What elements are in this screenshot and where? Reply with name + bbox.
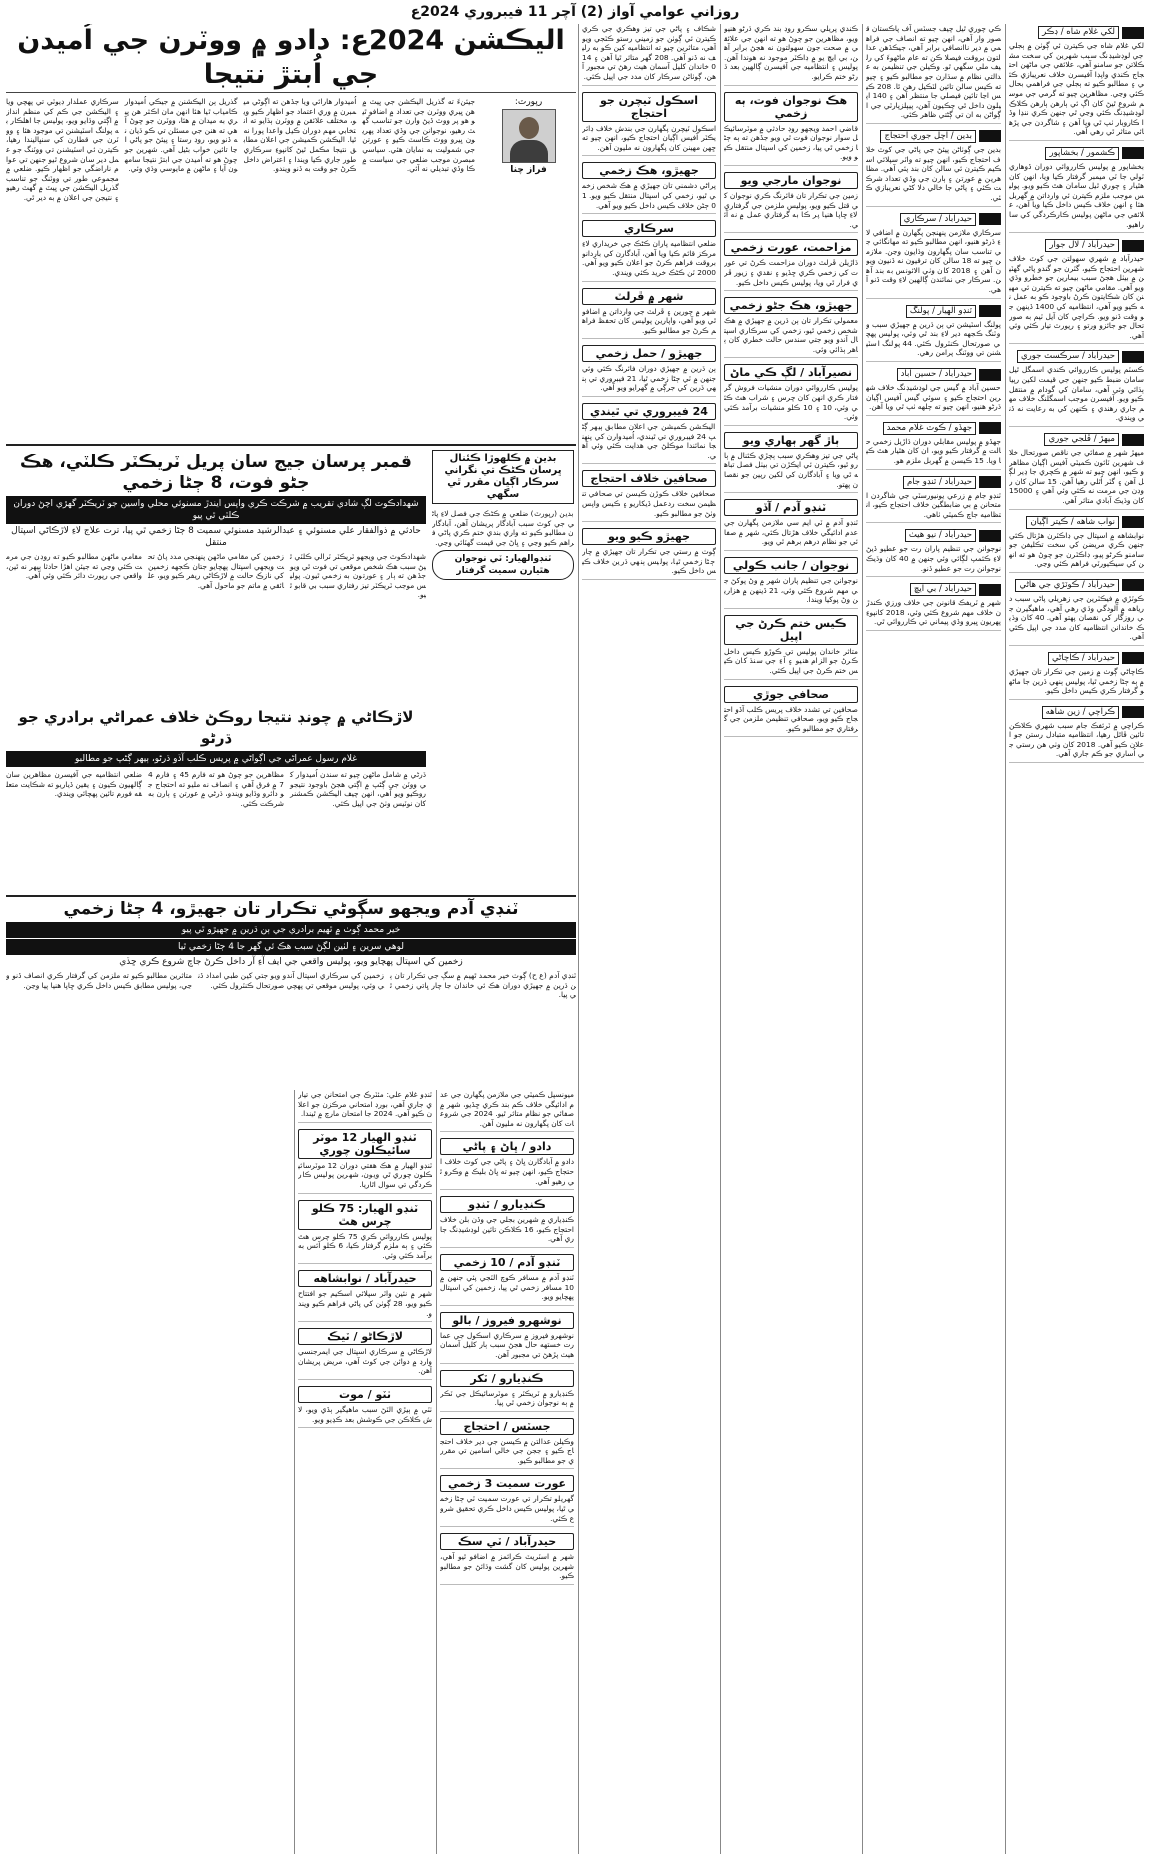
news-item-text: صحافين خلاف ڪوڙن ڪيسن تي صحافي تنظيمن سخت ردعمل ڏيکاريو ۽ ڪيس واپس وٺڻ جو مطالبو ڪيو.: [582, 489, 716, 518]
dateline-marker: [979, 305, 1001, 317]
byline-label: رپورٽ:: [514, 97, 543, 107]
story-protest-col-1: ڌرڻي ۾ شامل ماڻهن چيو ته سندن اُميدوار کي ووٽن جي ڳڻپ ۾ اڳتي هجڻ باوجود نتيجو روڪيو ويو آهي، انهن چيف اليڪشن ڪمشنر کان نوٽيس وٺڻ جي اپيل ڪئي.: [290, 770, 426, 808]
news-item-headline: صحافي جوڙي: [724, 686, 858, 703]
news-item-headline: جهيڙو، هڪ جڻو زخمي: [724, 297, 858, 314]
story-tractor-col-2: زخمين کي مقامي ماڻهن پنهنجي مدد پاڻ تحت ويجهي اسپتال پهچايو جتان ڪجهه زخمين کي نازڪ حالت ۾ لاڙڪاڻي ريفر ڪيو ويو، علائقي ۾ ماتم جو ماحول آهي.: [148, 552, 284, 590]
dateline-place: حيدرآباد / ڪاچاڻي: [1048, 652, 1119, 665]
news-item-text: نوجوانن جي تنظيم پاران شهر ۾ وڻ پوکڻ جي مهم شروع ڪئي وئي، 21 ڏينهن ۾ هزارين وڻ پوکيا ويندا.: [724, 576, 858, 605]
news-item-text: شهر ۾ چورين ۽ ڦرلٽ جي وارداتن ۾ اضافو ٿي ويو آهي، واپارين پوليس کان تحفظ فراهم ڪرڻ جو مطالبو ڪيو.: [582, 306, 716, 335]
story-protest-sub: غلام رسول عمراڻي جي اڳواڻي ۾ پريس ڪلب آڏو ڌرڻو، ٻيهر ڳڻپ جو مطالبو: [6, 751, 426, 767]
news-item: [298, 1328, 432, 1380]
dateline-place: حيدرآباد / نيو هيٺ: [905, 529, 976, 542]
news-item-text: ضلعي انتظاميه پاران ڪڻڪ جي خريداري لاءِ مرڪز قائم ڪيا ويا آهن، آبادگارن کي باردانو بروقت فراهم ڪرڻ جو اعلان ڪيو ويو آهي. 2000 ٽن ڪڻڪ خريد ڪئي ويندي.: [582, 239, 716, 277]
masthead: روزاني عوامي آواز (2) آچر 11 فيبروري 2024ع: [410, 4, 740, 20]
news-item-text: شهر ۾ اسٽريٽ ڪرائمز ۾ اضافو ٿيو آهي، شهرين پوليس کان گشت وڌائڻ جو مطالبو ڪيو.: [440, 1552, 574, 1581]
dateline: [866, 529, 1001, 542]
dateline-marker: [979, 369, 1001, 381]
news-item-headline: نوجوان مارجي ويو: [724, 172, 858, 189]
news-item-headline: لاڙڪاڻو / ٽيڪ: [298, 1328, 432, 1345]
dateline-place: حيدرآباد / سرڪسٽ جوري: [1017, 350, 1119, 363]
news-item-text: وڪيلن عدالتن ۾ ڪيسن جي دير خلاف احتجاج ڪيو ۽ ججن جي خالي اسامين تي مقرري جو مطالبو ڪيو.: [440, 1436, 574, 1465]
news-item-text: صحافين تي تشدد خلاف پريس ڪلب آڏو احتجاج ڪيو ويو، صحافي تنظيمن ملزمن جي گرفتاري جو مطالبو ڪيو.: [724, 704, 858, 733]
news-item-text: شهر ۾ نئين واٽر سپلائي اسڪيم جو افتتاح ڪيو ويو، 28 ڳوٺن کي پاڻي فراهم ڪيو ويندو.: [298, 1289, 432, 1318]
story-tractor: [6, 450, 426, 700]
column-5: [440, 1090, 574, 1854]
news-item: [440, 1254, 574, 1306]
news-item: [1009, 516, 1144, 573]
news-item: [1009, 433, 1144, 510]
column-3: [724, 24, 858, 1854]
reporter-photo: [502, 109, 556, 163]
news-item-headline: عورت سميت 3 زخمي: [440, 1475, 574, 1492]
news-item-text: ڪنڊياري ۾ شهرين بجلي جي وڏن بلن خلاف احتجاج ڪيو، 16 ڪلاڪن تائين لوڊشيڊنگ جاري آهي.: [440, 1215, 574, 1244]
news-item-text: ميهڙ شهر ۾ صفائي جي ناقص صورتحال خلاف شهرين ٽائون ڪميٽي آفيس اڳيان مظاهرو ڪيو، انهن چيو ته شهر ۾ ڪچري جا ڍير لڳل آهن ۽ گٽر اُٿلي رهيا آهن. 15 سالن کان روڊن جي مرمت نه ڪئي وئي آهي ۽ 15000 کان وڌيڪ آبادي متاثر آهي.: [1009, 448, 1144, 505]
dateline-marker: [1122, 240, 1144, 252]
news-item: [724, 297, 858, 358]
news-item-headline: ڪيس ختم ڪرڻ جي اپيل: [724, 615, 858, 645]
news-item-text: ڪوٽڙي ۾ فيڪٽرين جي زهريلي پاڻي سبب درياهه ۾ آلودگي وڌي رهي آهي، ماهيگيرن جي روزگار کي نقصان پهتو آهي. 40 کان وڌيڪ خاندانن انتظاميه کان مدد جي اپيل ڪئي آهي.: [1009, 593, 1144, 642]
side-box-text: بدين (رپورٽ) ضلعي ۾ ڪڻڪ جي فصل لاءِ پاڻي جي کوٽ سبب آبادگار پريشان آهن، آبادگارن مطالبو ڪيو ته واري بندي ختم ڪري پاڻي فراهم ڪيو وڃي ۽ ڀاڻ جي قيمت گهٽائي وڃي.: [432, 509, 574, 547]
news-item-headline: جهيڙو ڪيو ويو: [582, 528, 716, 545]
story-tractor-col-1: شهدادڪوٽ جي ويجهو ٽريڪٽر ٽرالي ڪلٽي ٿيڻ سبب هڪ شخص موقعي تي فوت ٿي ويو جڏهن ته ٻار ۽ عورتون به زخمي ٿيون. پوليس موجب ٽريڪٽر تيز رفتاري سبب بي قابو ٿيو.: [290, 552, 426, 600]
dateline-place: بدين / اچل جوري احتجاج: [880, 130, 976, 143]
news-item-text: شڪاف ۽ پاڻي جي تيز وهڪري جي ڪري ڪيترن ئي ڳوٺن جو زميني رستو ڪٽجي ويو آهي، متاثرين چيو ته انتظاميه کين ڪو به رليف نه ڏنو آهي. 208 گهر متاثر ٿيا آهن ۽ 140 خاندان کليل آسمان هيٺ رهڻ تي مجبور آهن، ڳوٺاڻن سرڪار کان مدد جي اپيل ڪئي.: [582, 24, 716, 81]
news-item-text: لاڙڪاڻي ۾ سرڪاري اسپتال جي ايمرجنسي وارڊ ۾ دوائن جي کوٽ آهي، مريض پريشان آهن.: [298, 1347, 432, 1376]
dateline-marker: [979, 476, 1001, 488]
dateline-place: ميهڙ / ڦلجي جوري: [1044, 433, 1119, 446]
news-item: [724, 24, 858, 86]
news-item: [440, 1090, 574, 1132]
dateline-place: لکي غلام شاه / ڊڪر: [1038, 26, 1119, 39]
news-item-text: حسين آباد ۾ گيس جي لوڊشيڊنگ خلاف شهرين احتجاج ڪيو ۽ سوئي گيس آفيس اڳيان ڌرڻو هنيو، انهن چيو ته چلهه ٺپ ٿي ويا آهن.: [866, 383, 1001, 412]
news-item-text: ٽنڊو جام ۾ زرعي يونيورسٽي جي شاگردن امتحانن ۾ بي ضابطگين خلاف احتجاج ڪيو، انتظاميه جاچ ڪميٽي ٺاهي.: [866, 490, 1001, 519]
dateline: [866, 476, 1001, 489]
news-item: [724, 92, 858, 166]
news-item: [866, 213, 1001, 299]
dateline-marker: [979, 584, 1001, 596]
news-item: [298, 1090, 432, 1123]
byline: [481, 97, 576, 203]
lead-col-4: جيئنءَ ته گذريل اليڪشن جي ڀيٽ ۾ هن ڀيري ووٽرن جي تعداد ۾ اضافو ٿيو هو پر ووٽ ڏيڻ وارن جو تناسب گهٽ رهيو، نوجوانن جي وڏي تعداد پهريون ڀيرو ووٽ ڪاسٽ ڪيو ۽ عورتن جي شموليت به نمايان هئي. سياسي مبصرن موجب ضلعي جي سياست ۾ ڪا وڏي تبديلي نه آئي.: [362, 97, 475, 174]
side-box: [432, 450, 574, 780]
news-item: [724, 615, 858, 680]
dateline: [1009, 147, 1144, 160]
news-item: [1009, 706, 1144, 763]
news-item-text: معمولي تڪرار تان ٻن ڌرين ۾ جهيڙي ۾ هڪ شخص زخمي ٿيو، زخمي کي سرڪاري اسپتال آندو ويو جتي سندس حالت خطري کان ٻاهر ٻڌائي وئي.: [724, 316, 858, 354]
news-item: [440, 1370, 574, 1412]
story-tractor-headline: قمبر پرسان جيج سان پريل ٽريڪٽر ڪلٽي، هڪ جڻو فوت، 8 ڄڻا زخمي: [20, 452, 412, 493]
dateline: [866, 213, 1001, 226]
news-item: [1009, 26, 1144, 141]
news-item-text: زمين جي تڪرار تان فائرنگ ڪري نوجوان کي قتل ڪيو ويو، پوليس ملزمن جي گرفتاري لاءِ ڇاپا هنيا پر ڪا به گرفتاري عمل ۾ نه آئي.: [724, 190, 858, 229]
news-item: [582, 220, 716, 281]
side-box-note: ٽنڊوالهيار: ٽي نوجوان هٿيارن سميت گرفتار: [432, 550, 574, 580]
story-protest-headline: لاڙڪاڻي ۾ چونڊ نتيجا روڪڻ خلاف عمراڻي برادري جو ڌرڻو: [18, 708, 414, 747]
dateline-place: حيدرآباد / ٽنڊو جام: [903, 476, 976, 489]
dateline-place: حيدرآباد / لال جوار: [1045, 239, 1119, 252]
byline-name: فراز چنا: [510, 165, 547, 175]
news-item-headline: اسڪول ٽيچرن جو احتجاج: [582, 92, 716, 122]
news-item-text: پوليس ڪارروائي ڪري 75 ڪلو چرس هٿ ڪئي ۽ ٻه ملزم گرفتار ڪيا، 6 ڪلو آئس به برآمد ڪئي وئي.: [298, 1231, 432, 1260]
story-tractor-col-3: مقامي ماڻهن مطالبو ڪيو ته روڊن جي مرمت ڪئي وڃي ته جيئن اهڙا حادثا ٻيهر نه ٿين، واقعي جي رپورٽ دائر ڪئي وئي آهي.: [6, 552, 142, 581]
dateline: [1009, 433, 1144, 446]
news-item-text: ڪي چوري ٿيل چيف جسٽس آف پاڪستان قصور وار آهي، انهن چيو ته انصاف جي فراهمي ۾ دير ناانصافي برابر آهي، جيڪڏهن عدالتون بروقت فيصلا ڪن ته عام ماڻهوءَ کي رليف ملي سگهي ٿو. وڪيلن جي تنظيمن به عدالتي نظام ۾ سڌارن جو مطالبو ڪيو ۽ چيو ته ڪيس سالن تائين لٽڪيل رهن ٿا. 208 ڪيس اڃا تائين فيصلي جا منتظر آهن ۽ 140 اپيلون داخل ٿي چڪيون آهن، پيپلزپارٽي جي اڳواڻن به ان تي ڳڻتي ظاهر ڪئي.: [866, 24, 1001, 120]
dateline-place: حيدرآباد / سرڪاري: [900, 213, 976, 226]
story-protest: [6, 705, 426, 890]
news-item-headline: نصيرآباد / لڳ ڪي ماڻ: [724, 364, 858, 381]
story-clash: [6, 895, 576, 1087]
news-item: [582, 92, 716, 157]
news-item: [1009, 239, 1144, 344]
news-item-headline: صحافين خلاف احتجاج: [582, 470, 716, 487]
news-item: [1009, 350, 1144, 427]
lead-col-3: اُميدوار هارائي ويا جڏهن ته اڳوڻي ميمبرن ۾ وري اعتماد جو اظهار ڪيو ويو، مختلف علائقن ۾ ووٽرن ٻڌايو ته انتخابي مهم دوران ڪيل واعدا پورا نه ٿيا. اليڪشن ڪميشن جي اعلان مطابق نتيجا مڪمل ٿيڻ کانپوءِ سرڪاري طور جاري ڪيا ويندا ۽ اعتراض داخل ڪرڻ جو وقت به ڏنو ويندو.: [243, 97, 357, 174]
news-item: [866, 305, 1001, 362]
news-item: [1009, 652, 1144, 700]
news-item-text: ڌاڙيلن ڦرلٽ دوران مزاحمت ڪرڻ تي عورت کي زخمي ڪري ڇڏيو ۽ نقدي ۽ زيور ڦري فرار ٿي ويا، پوليس ڪيس داخل ڪيو.: [724, 258, 858, 287]
news-item-headline: حيدرآباد / ٽي سڪ: [440, 1533, 574, 1550]
news-item: [582, 24, 716, 86]
news-item: [724, 172, 858, 233]
dateline-marker: [1122, 706, 1144, 718]
news-item-text: جهڏو ۾ پوليس مقابلي دوران ڌاڙيل زخمي حالت ۾ گرفتار ڪيو ويو، ان کان هٿيار هٿ ڪيا ويا. 15 ڪيسن ۾ گهربل ملزم هو.: [866, 436, 1001, 465]
news-item-headline: ٻاڙ گهر ٻهاري ويو: [724, 432, 858, 449]
dateline-place: حيدرآباد / بي ايڇ: [910, 583, 976, 596]
news-item-text: ٽنڊو آدم ۾ مسافر ڪوچ الٽجي پئي جنهن ۾ 10 مسافر زخمي ٿي پيا، زخمين کي اسپتال پهچايو ويو.: [440, 1272, 574, 1302]
news-item-headline: سرڪاري: [582, 220, 716, 237]
news-item-text: ٽنڊو الهيار ۾ هڪ هفتي دوران 12 موٽرسائيڪلون چوري ٿي ويون، شهرين پوليس ڪارڪردگي تي سوال اٿاريا.: [298, 1160, 432, 1189]
news-item-text: پاڻي جي تيز وهڪري سبب ٻچڙي ڪئنال ۾ ٻارو ٿيو، ڪيترن ئي ايڪڙن تي بيٺل فصل تباهه ٿي ويا ۽ آبادگارن کي لکين رپين جو نقصان پهتو.: [724, 450, 858, 489]
dateline-marker: [1122, 516, 1144, 528]
dateline: [1009, 350, 1144, 363]
lead-story: [6, 24, 576, 446]
news-item-text: بدين جي ڳوٺاڻن پيئڻ جي پاڻي جي کوٽ خلاف احتجاج ڪيو، انهن چيو ته واٽر سپلائي اسڪيم ڪيترن ئي سالن کان بند پئي آهي. مظاهرين ۾ عورتن ۽ ٻارن جي وڏي تعداد شرڪت ڪئي ۽ پاڻي جا خالي دلا کڻي نعريبازي ڪئي.: [866, 144, 1001, 202]
news-item: [582, 162, 716, 214]
news-item: [724, 557, 858, 609]
dateline-place: ڪراچي / زين شاهه: [1042, 706, 1119, 719]
news-item: [866, 130, 1001, 207]
story-clash-col-1: ٽنڊي آدم (ع ح) ڳوٺ خير محمد ٿهيم ۾ سڳ جي تڪرار تان ٻن ڌرين ۾ جهيڙي دوران هڪ ئي خاندان جا چار ڀاتي زخمي ٿي پيا.: [390, 971, 576, 1000]
news-item-text: دادو ۾ آبادگارن ڀاڻ ۽ پاڻي جي کوٽ خلاف احتجاج ڪيو، انهن چيو ته ڀاڻ بليڪ ۾ وڪرو ٿي رهيو آهي.: [440, 1157, 574, 1186]
news-item: [724, 239, 858, 291]
lead-col-2: گذريل ٻن اليڪشنن ۾ جيڪي اُميدوار ڪامياب ٿيا هئا انهن مان اڪثر هن ڀيري به ميدان ۾ هئا، ووٽرن جو چوڻ آهي ته هنن جي مسئلن تي ڪو ڌيان نه ڏنو ويو، روڊ رستا ۽ پيئڻ جو پاڻي اڃا تائين خواب بڻيل آهي. شهرين جو چوڻ هو ته اُميدن جي ابتڙ نتيجا سامهون آيا ۽ ماڻهن ۾ مايوسي وڌي وئي.: [124, 97, 238, 174]
dateline: [1009, 706, 1144, 719]
dateline-marker: [1122, 147, 1144, 159]
story-tractor-strip-2: حادثي ۾ ذوالفقار علي مسنوئي ۽ عبدالرشيد مسنوئي سميت 8 ڄڻا زخمي ٿي پيا، ترت علاج لاءِ لاڙڪاڻي اسپتال منتقل: [11, 526, 421, 548]
news-item: [866, 368, 1001, 416]
dateline-marker: [1122, 579, 1144, 591]
dateline-marker: [1122, 652, 1144, 664]
news-item-text: پوليس ڪارروائي دوران منشيات فروش گرفتار ڪري انهن کان چرس ۽ شراب هٿ ڪئي وئي، 10 ۽ 10 ڪلو منشيات برآمد ڪئي وئي.: [724, 383, 858, 422]
news-item-text: ٻن ڌرين ۾ جهيڙي دوران فائرنگ ڪئي وئي جنهن ۾ ٽي ڄڻا زخمي ٿيا، 21 فيبروري تي ٻنهي ڌرين کي جرڳي ۾ گهرايو ويو آهي.: [582, 364, 716, 393]
news-item-text: ڪندي پريلي سڪرو روڊ بند ڪري ڌرڻو هنيو ويو، مظاهرين جو چوڻ هو ته انهن جي علائقي ۾ صحت جون سهولتون نه هجڻ برابر آهن، بي ايڇ يو ۾ ڊاڪٽر موجود نه هوندا آهن. پوليس ۽ انتظاميه جي آفيسرن ڳالهين بعد ڌرڻو ختم ڪرايو.: [724, 24, 858, 81]
news-item-text: گهريلو تڪرار تي عورت سميت ٽي ڄڻا زخمي ٿيا، پوليس ڪيس داخل ڪري تحقيق شروع ڪئي.: [440, 1494, 574, 1523]
news-item: [866, 422, 1001, 470]
news-item: [1009, 147, 1144, 233]
story-clash-strip-1: خير محمد ڳوٺ ۾ ٿهيم برادري جي ٻن ڌرين ۾ جهيڙو ٿي پيو: [6, 922, 576, 938]
dateline: [1009, 239, 1144, 252]
news-item: [582, 528, 716, 580]
dateline-place: حيدرآباد / حسين آباد: [897, 368, 976, 381]
news-item-text: ڪراچي ۾ ٽرئفڪ جام سبب شهري ڪلاڪن تائين ڦاٿل رهيا، انتظاميه متبادل رستن جو اعلان ڪيو آهي. 2018 کان وٺي هن رستي جي اُساري جو ڪم جاري آهي.: [1009, 720, 1144, 759]
dateline-place: حيدرآباد / ڪوٽڙي جي هاڻي: [1015, 579, 1119, 592]
side-box-headline: بدين ۾ ڪلهوڙا ڪئنال ڀرسان ڪڻڪ تي نگراني سرڪار اڳيان مقرر ٿي سگهي: [444, 453, 562, 500]
news-item-headline: 24 فيبروري تي ٿيندي: [582, 403, 716, 420]
story-clash-strip-3: زخمين کي اسپتال پهچايو ويو، پوليس واقعي جي ايف آءِ آر داخل ڪرڻ جاچ شروع ڪري ڇڏي: [119, 957, 463, 967]
news-item: [724, 364, 858, 425]
story-clash-headline: ٽنڊي آدم ويجهو سڳوڻي تڪرار تان جهيڙو، 4 ڄڻا زخمي: [63, 899, 519, 919]
news-item: [582, 345, 716, 397]
news-item: [440, 1312, 574, 1364]
news-item-headline: مزاحمت، عورت زخمي: [724, 239, 858, 256]
news-item: [298, 1200, 432, 1265]
news-item-text: حيدرآباد ۾ شهري سهولتن جي کوٽ خلاف شهرين احتجاج ڪيو، گٽرن جو گندو پاڻي گهٽين ۾ بيٺل هجڻ سبب بيمارين جو خطرو وڌي ويو آهي. مقامي ماڻهن چيو ته ڪيترن ئي مهينن کان شڪايتون ڪرڻ باوجود ڪو به عمل نه ڪيو ويو آهي، انتظاميه کي 1400 ڏينهن جو وقت ڏنو ويو. ڪراچي کان آيل ٽيم به صورتحال جو جائزو ورتو ۽ رپورٽ تيار ڪئي وئي آهي.: [1009, 254, 1144, 340]
news-item-text: ڪنڊيارو ۾ ٽريڪٽر ۽ موٽرسائيڪل جي ٽڪر ۾ ٻه نوجوان زخمي ٿي پيا.: [440, 1388, 574, 1408]
news-item: [582, 403, 716, 464]
dateline-marker: [979, 130, 1001, 142]
story-clash-strip-2: لوهي سرين ۽ لٺين لڳڻ سبب هڪ ئي گهر جا 4 ڄڻا زخمي ٿيا: [6, 939, 576, 955]
dateline-place: نواب شاهه / ڪيتر آڳيان: [1026, 516, 1119, 529]
dateline: [1009, 26, 1144, 39]
news-item: [582, 288, 716, 340]
dateline-marker: [979, 530, 1001, 542]
dateline-place: جهڏو / ڪوٽ غلام محمد: [883, 422, 976, 435]
news-item-headline: جهيڙو، هڪ زخمي: [582, 162, 716, 179]
news-item-headline: ٽنڊو آدم / 10 زخمي: [440, 1254, 574, 1271]
story-clash-col-3: متاثرين مطالبو ڪيو ته ملزمن کي گرفتار ڪري انصاف ڏنو وڃي، پوليس مطابق ڪيس داخل ڪري ڇاپا هنيا پيا وڃن.: [6, 971, 192, 990]
story-clash-col-2: زخمين کي سرڪاري اسپتال آندو ويو جتي کين طبي امداد ڏني وئي، پوليس موقعي تي پهچي صورتحال ڪنٽرول ڪئي.: [198, 971, 384, 990]
news-item-text: ميونسپل ڪميٽي جي ملازمن پگهارن جي عدم ادائيگي خلاف ڪم بند ڪري ڇڏيو، شهر ۾ صفائي جو نظام متاثر ٿيو. 2024 جي شروعات کان پگهارون نه مليون آهن.: [440, 1090, 574, 1128]
news-item-headline: ٺٽو / موت: [298, 1386, 432, 1403]
dateline: [1009, 579, 1144, 592]
column-4: [582, 24, 716, 1854]
news-item-headline: دادو / ڀاڻ ۽ پاڻي: [440, 1138, 574, 1155]
news-item-headline: هڪ نوجوان فوت، ٻه زخمي: [724, 92, 858, 122]
news-item-text: ٺٽي ۾ ٻيڙي الٽڻ سبب ماهيگير ٻڏي ويو، لاش ڪلاڪن جي ڪوشش بعد ڪڍيو ويو.: [298, 1404, 432, 1424]
news-item: [298, 1270, 432, 1322]
news-item-text: بخشاپور ۾ پوليس ڪارروائي دوران ڏوهاري ٽولي جا ٽي ميمبر گرفتار ڪيا ويا، انهن کان هٿيار ۽ چوري ٿيل سامان هٿ ڪيو ويو. پوليس موجب ملزم ڪيترن ئي وارداتن ۾ گهربل هئا ۽ انهن خلاف ڪيس داخل ڪيا ويا آهن، علائقي جي ماڻهن پوليس ڪارڪردگي کي ساراهيو.: [1009, 161, 1144, 229]
news-item-text: شهر ۾ ٽريفڪ قانونن جي خلاف ورزي ڪندڙن خلاف مهم شروع ڪئي وئي، 2018 کانپوءِ پهريون ڀيرو وڏي پيماني تي ڪارروائي ٿي.: [866, 598, 1001, 627]
news-item: [724, 686, 858, 738]
dateline-marker: [979, 213, 1001, 225]
news-item-text: لکي غلام شاه جي ڪيترن ئي ڳوٺن ۾ ٻجلي جي لوڊشيڊنگ سبب شهرين کي سخت مشڪلاتن جو سامنو آهي، علائقي جي ماڻهن احتجاج ڪندي واپڊا آفيسرن خلاف نعريبازي ڪئي ۽ مطالبو ڪيو ته ٻجلي جي فراهمي بحال ڪئي وڃي. مظاهرين چيو ته گرمي جي موسم شروع ٿيڻ کان اڳ ئي ٻارهن ٻارهن ڪلاڪ لوڊشيڊنگ ڪئي وڃي ٿي جنهن ڪري ننڍا وڏا ڪاروبار ٺپ ٿي ويا آهن ۽ شاگردن جي پڙهائي متاثر ٿي رهي آهي.: [1009, 41, 1144, 137]
news-item: [440, 1418, 574, 1470]
news-item: [298, 1129, 432, 1194]
dateline: [1009, 652, 1144, 665]
news-item-headline: حيدرآباد / نوابشاهه: [298, 1270, 432, 1287]
dateline-marker: [979, 422, 1001, 434]
news-item-text: ڪسٽم پوليس ڪارروائي ڪندي اسمگل ٿيل سامان ضبط ڪيو جنهن جي قيمت لکين رپيا ٻڌائي وئي آهي، سامان کي گودام ۾ منتقل ڪيو ويو. آفيسرن موجب اسمگلنگ خلاف مهم جاري رهندي ۽ ڪنهن کي به رعايت نه ڏني ويندي.: [1009, 365, 1144, 423]
news-item-text: نوجوانن جي تنظيم پاران رت جو عطيو ڏيڻ لاءِ ڪئمپ لڳائي وئي جنهن ۾ 40 کان وڌيڪ نوجوانن رت جو عطيو ڏنو.: [866, 544, 1001, 573]
news-item-text: قاضي احمد ويجهو روڊ حادثي ۾ موٽرسائيڪل سوار نوجوان فوت ٿي ويو جڏهن ته ٻه ڄڻا زخمي ٿي پيا، زخمين کي اسپتال منتقل ڪيو ويو.: [724, 123, 858, 162]
news-item-text: سرڪاري ملازمن پنهنجن پگهارن ۾ اضافي لاءِ ڌرڻو هنيو، انهن مطالبو ڪيو ته مهانگائي جي تناسب سان پگهارون وڌايون وڃن. ملازمن چيو ته 18 سالن کان ترقيون نه ڏنيون ويون آهن ۽ 2018 کان وٺي الائونس به بند آهن. سرڪار جي نمائندن ڳالهين لاءِ وقت ڏنو آهي.: [866, 227, 1001, 295]
column-1: [1009, 24, 1144, 1854]
dateline: [866, 583, 1001, 596]
story-protest-col-2: مظاهرين جو چوڻ هو ته فارم 45 ۽ فارم 47 ۾ فرق آهي ۽ انصاف نه مليو ته احتجاج جو دائرو وڌايو ويندو، ڌرڻي ۾ عورتن ۽ ٻارن به شرڪت ڪئي.: [148, 770, 284, 808]
column-2: [866, 24, 1001, 1854]
news-item-headline: نوشهرو فيروز / بالو: [440, 1312, 574, 1329]
column-7: [6, 1090, 290, 1854]
lead-headline: اليڪشن 2024ع: دادو ۾ ووٽرن جي اُميدن جي اُبتڙ نتيجا: [6, 24, 576, 93]
news-item-text: اليڪشن ڪميشن جي اعلان مطابق ٻيهر ڳڻپ 24 فيبروري تي ٿيندي، اُميدوارن کي پنهنجا نمائندا موڪلڻ جي هدايت ڪئي وئي آهي.: [582, 422, 716, 460]
news-item: [440, 1475, 574, 1527]
news-item: [724, 432, 858, 493]
news-item-text: اسڪول ٽيچرن پگهارن جي بندش خلاف ڊائريڪٽر آفيس اڳيان احتجاج ڪيو، انهن چيو ته ڇهن مهينن کان پگهارون نه مليون آهن.: [582, 123, 716, 152]
news-item: [866, 529, 1001, 577]
news-item: [866, 476, 1001, 524]
news-item-text: ٽنڊو آدم ۾ ٽي ايم سي ملازمن پگهارن جي عدم ادائيگي خلاف هڙتال ڪئي، شهر ۾ صفائي جو نظام درهم برهم ٿي ويو.: [724, 518, 858, 547]
dateline-marker: [1122, 27, 1144, 39]
news-item-headline: جهيڙو / حمل زخمي: [582, 345, 716, 362]
news-item-text: ٽنڊو غلام علي: مئٽرڪ جي امتحانن جي تياري جاري آهي، بورڊ امتحاني مرڪزن جو اعلان ڪيو آهي. 2024 جا امتحان مارچ ۾ ٿيندا.: [298, 1090, 432, 1119]
dateline: [866, 305, 1001, 318]
news-item-text: متاثر خاندان پوليس تي ڪوڙو ڪيس داخل ڪرڻ جو الزام هنيو ۽ آءِ جي سنڌ کان ڪيس ختم ڪرڻ جي اپيل ڪئي.: [724, 646, 858, 675]
news-item: [724, 499, 858, 551]
news-item-text: ڳوٺ ۾ رستي جي تڪرار تان جهيڙي ۾ چار ڄڻا زخمي ٿيا، پوليس ٻنهي ڌرين خلاف ڪيس داخل ڪيو.: [582, 547, 716, 576]
news-item: [866, 583, 1001, 631]
dateline: [866, 368, 1001, 381]
news-item: [440, 1196, 574, 1248]
news-item: [582, 470, 716, 522]
dateline: [866, 422, 1001, 435]
news-item-headline: جسٽس / احتجاج: [440, 1418, 574, 1435]
news-item: [440, 1138, 574, 1190]
column-6: [298, 1090, 432, 1854]
story-protest-col-3: ضلعي انتظاميه جي آفيسرن مظاهرين سان ڳالهيون ڪيون ۽ يقين ڏياريو ته شڪايت متعلقه فورم تائين پهچائي ويندي.: [6, 770, 142, 799]
news-item-text: پولنگ اسٽيشن تي ٻن ڌرين ۾ جهيڙي سبب ووٽنگ ڪجهه دير لاءِ بند ٿي وئي، پوليس پهچي صورتحال ڪنٽرول ڪئي. 44 پولنگ اسٽيشنن تي ووٽنگ پرامن رهي.: [866, 319, 1001, 358]
dateline-marker: [1122, 434, 1144, 446]
news-item-headline: ٽنڊو الهيار: 75 ڪلو چرس هٿ: [298, 1200, 432, 1230]
news-item-headline: ٽنڊو آدم / آڏو: [724, 499, 858, 516]
story-tractor-strip-1: شهدادڪوٽ لڳ شادي تقريب ۾ شرڪت ڪري واپس ايندڙ مسنوئي محلي واسين جو ٽريڪٽر گهڙي اچڻ دوران ڪلٽي ٿي پيو: [6, 496, 426, 524]
news-item-headline: ڪنڊيارو / ٽنڊو: [440, 1196, 574, 1213]
news-item: [1009, 579, 1144, 646]
news-item-text: پراڻي دشمني تان جهيڙي ۾ هڪ شخص زخمي ٿيو، زخمي کي اسپتال منتقل ڪيو ويو. 10 ڄڻن خلاف ڪيس داخل ڪيو ويو آهي.: [582, 181, 716, 210]
news-item-headline: ٽنڊو الهيار 12 موٽر سائيڪلون چوري: [298, 1129, 432, 1159]
dateline: [866, 130, 1001, 143]
dateline: [1009, 516, 1144, 529]
news-item: [866, 24, 1001, 124]
dateline-place: ڪشمور / بخشاپور: [1045, 147, 1119, 160]
news-item-text: نوشهرو فيروز ۾ سرڪاري اسڪول جي عمارت خستهه حال هجڻ سبب ٻار کليل آسمان هيٺ پڙهڻ تي مجبور آهن.: [440, 1330, 574, 1359]
dateline-place: ٽنڊو الهيار / پولنگ: [906, 305, 976, 318]
news-item: [298, 1386, 432, 1428]
news-item-headline: نوجوان / جانب ڪولي: [724, 557, 858, 574]
news-item: [440, 1533, 574, 1585]
lead-col-1: سرڪاري عملدار ڊيوٽي تي پهچي ويا ۽ اليڪشن جي ڪم کي منظم انداز ۾ اڳتي وڌايو ويو، پوليس جا اهلڪار به پولنگ اسٽيشنن تي موجود هئا ۽ ووٽرن جي قطارن کي سنڀاليندا رهيا، ڪيترن ئي اسٽيشنن تي ووٽنگ جو عمل دير سان شروع ٿيو جنهن تي عوام ناراضگي جو اظهار ڪيو. ضلعي ۾ مجموعي طور تي ووٽنگ جو تناسب گذريل اليڪشن جي ڀيٽ ۾ گهٽ رهيو ۽ نتيجن جي اعلان ۾ به دير ٿي.: [6, 97, 119, 202]
news-item-text: ڪاچاڻي ڳوٺ ۾ زمين جي تڪرار تان جهيڙي ۾ ٻه ڄڻا زخمي ٿيا، پوليس ٻنهي ڌرين جا ماڻهو گرفتار ڪري ڪيس داخل ڪيو.: [1009, 666, 1144, 696]
news-item-headline: ڪنڊيارو / ٽکر: [440, 1370, 574, 1387]
news-item-headline: شهر ۾ ڦرلٽ: [582, 288, 716, 305]
dateline-marker: [1122, 351, 1144, 363]
news-item-text: نوابشاهه ۾ اسپتال جي ڊاڪٽرن هڙتال ڪئي جنهن ڪري مريضن کي سخت تڪليفن جو سامنو ڪرڻو پيو، ڊاڪٽرن جو چوڻ هو ته انهن کي سيڪيورٽي فراهم ڪئي وڃي.: [1009, 530, 1144, 569]
